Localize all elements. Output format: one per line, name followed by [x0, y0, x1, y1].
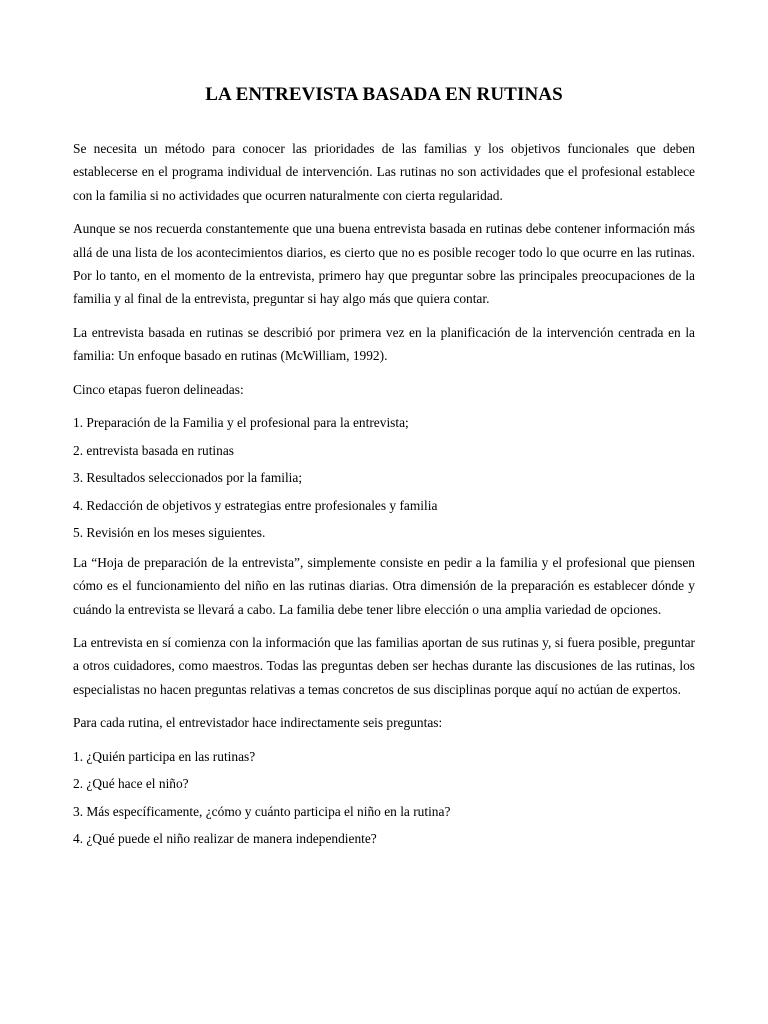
list-item: 4. Redacción de objetivos y estrategias entre profesionales y familia — [73, 497, 438, 513]
paragraph-interview-start: La entrevista en sí comienza con la información que las familias aportan de sus rutinas y, si fuera posible, preguntar a otros cuidadores, como maestros. Todas las preguntas deben ser hechas durante las discusiones de las rutinas, los especialistas no hacen preguntas relativas a temas concretos de sus disciplinas porque aquí no actúan de expertos. — [73, 635, 695, 697]
list-item: 4. ¿Qué puede el niño realizar de manera independiente? — [73, 831, 377, 847]
stages-list — [73, 411, 695, 545]
list-item: 2. ¿Qué hace el niño? — [73, 776, 189, 792]
paragraph-questions-intro: Para cada rutina, el entrevistador hace indirectamente seis preguntas: — [73, 715, 443, 731]
paragraph-stages-intro: Cinco etapas fueron delineadas: — [73, 381, 244, 397]
list-item: 5. Revisión en los meses siguientes. — [73, 525, 266, 541]
paragraph-interview-content: Aunque se nos recuerda constantemente que una buena entrevista basada en rutinas debe contener información más allá de una lista de los acontecimientos diarios, es cierto que no es posible recoger todo lo que ocurre en las rutinas. Por lo tanto, en el momento de la entrevista, primero hay que preguntar sobre las principales preocupaciones de la familia y al final de la entrevista, preguntar si hay algo más que quiera contar. — [73, 221, 695, 307]
paragraph-preparation-sheet: La “Hoja de preparación de la entrevista”, simplemente consiste en pedir a la familia y el profesional que piensen cómo es el funcionamiento del niño en las rutinas diarias. Otra dimensión de la preparación es establecer dónde y cuándo la entrevista se llevará a cabo. La familia debe tener libre elección o una amplia variedad de opciones. — [73, 554, 695, 617]
list-item: 3. Más específicamente, ¿cómo y cuánto participa el niño en la rutina? — [73, 803, 451, 819]
questions-list — [73, 745, 695, 851]
document-page — [73, 84, 695, 855]
paragraph-intro: Se necesita un método para conocer las prioridades de las familias y los objetivos funcionales que deben establecerse en el programa individual de intervención. Las rutinas no son actividades que el profesional establece con la familia si no actividades que ocurren naturalmente con cierta regularidad. — [73, 141, 695, 203]
list-item: 1. ¿Quién participa en las rutinas? — [73, 748, 256, 764]
list-item: 3. Resultados seleccionados por la familia; — [73, 470, 303, 486]
document-title: LA ENTREVISTA BASADA EN RUTINAS — [205, 84, 563, 105]
paragraph-history: La entrevista basada en rutinas se describió por primera vez en la planificación de la intervención centrada en la familia: Un enfoque basado en rutinas (McWilliam, 1992). — [73, 324, 695, 364]
list-item: 2. entrevista basada en rutinas — [73, 442, 235, 458]
list-item: 1. Preparación de la Familia y el profesional para la entrevista; — [73, 415, 409, 431]
